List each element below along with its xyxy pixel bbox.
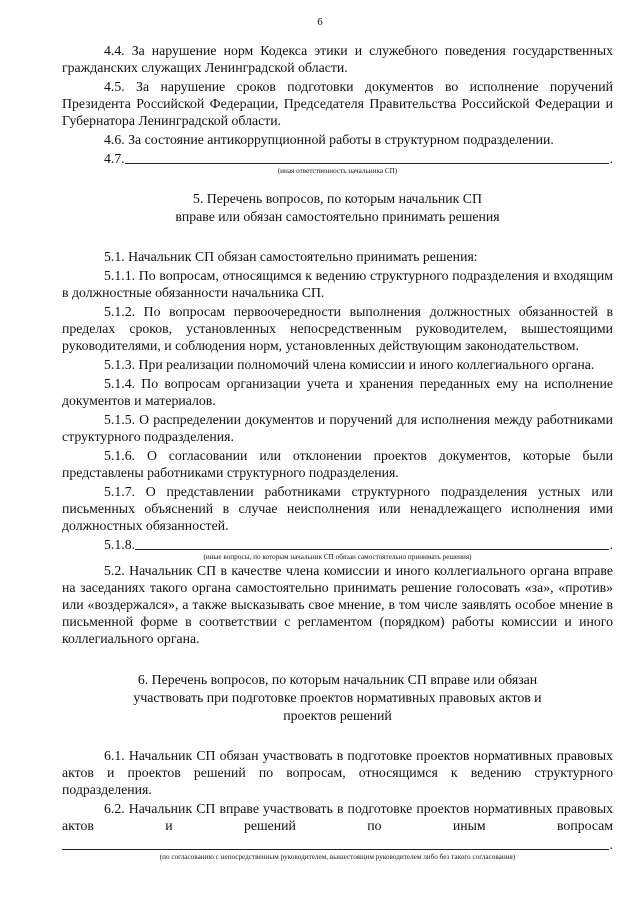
paragraph-5-1-8-end: . <box>609 537 613 552</box>
paragraph-5-1-8-label: 5.1.8. <box>104 537 136 552</box>
paragraph-4-4: 4.4. За нарушение норм Кодекса этики и служебного поведения государственных гражданских служащих Ленинградской области. <box>62 43 613 75</box>
fill-line <box>62 836 609 850</box>
paragraph-5-1-6: 5.1.6. О согласовании или отклонении проектов документов, которые были представлены работниками структурного подразделения. <box>62 448 613 480</box>
section-5-title-line-1: 5. Перечень вопросов, по которым начальник СП <box>193 191 482 206</box>
paragraph-6-2-fill <box>62 836 613 853</box>
paragraph-4-7-label: 4.7. <box>104 151 125 166</box>
paragraph-5-1-4: 5.1.4. По вопросам организации учета и хранения переданных ему на исполнение документов и материалов. <box>62 376 613 408</box>
paragraph-6-2: 6.2. Начальник СП вправе участвовать в подготовке проектов нормативных правовых актов и решений по иным вопросам <box>62 801 613 833</box>
page-content <box>62 42 613 862</box>
section-6-title-line-2: участвовать при подготовке проектов нормативных правовых актов и <box>133 690 542 705</box>
paragraph-5-1: 5.1. Начальник СП обязан самостоятельно принимать решения: <box>104 249 478 264</box>
note-4-7: (иная ответственность начальника СП) <box>277 167 398 175</box>
paragraph-5-1-5: 5.1.5. О распределении документов и поручений для исполнения между работниками структурного подразделения. <box>62 412 613 444</box>
paragraph-4-5: 4.5. За нарушение сроков подготовки документов во исполнение поручений Президента Российской Федерации, Председателя Правительства Российской Федерации и Губернатора Ленинградской области. <box>62 79 613 128</box>
section-6-title-line-3: проектов решений <box>283 708 392 723</box>
paragraph-5-1-7: 5.1.7. О представлении работниками структурного подразделения устных или письменных объяснений в случае неисполнения или ненадлежащего исполнения ими должностных обязанностей. <box>62 484 613 533</box>
fill-line <box>135 536 609 550</box>
paragraph-5-1-3: 5.1.3. При реализации полномочий члена комиссии и иного коллегиального органа. <box>104 357 595 372</box>
paragraph-5-1-2: 5.1.2. По вопросам первоочередности выполнения должностных обязанностей в пределах сроков, установленных непосредственным руководителем, вышестоящими руководителями, и соблюдения норм, установленных действующим законодательством. <box>62 304 613 353</box>
paragraph-4-6: 4.6. За состояние антикоррупционной работы в структурном подразделении. <box>104 132 554 147</box>
note-5-1-8: (иные вопросы, по которым начальник СП обязан самостоятельно принимать решения) <box>203 553 472 561</box>
note-6-2: (по согласованию с непосредственным руководителем, вышестоящим руководителем либо без такого согласования) <box>159 853 516 861</box>
section-5-title-line-2: вправе или обязан самостоятельно принимать решения <box>175 209 500 224</box>
paragraph-6-2-end: . <box>609 837 613 852</box>
paragraph-5-2: 5.2. Начальник СП в качестве члена комиссии и иного коллегиального органа вправе на заседаниях такого органа самостоятельно принимать решение голосовать «за», «против» или «воздержался», а также высказывать свое мнение, в том числе заявлять особое мнение в письменной форме в соответствии с регламентом (порядком) работы комиссии и иного коллегиального органа. <box>62 563 613 646</box>
paragraph-4-7 <box>62 150 613 167</box>
page-number: 6 <box>317 16 323 28</box>
fill-line <box>125 150 609 164</box>
paragraph-6-1: 6.1. Начальник СП обязан участвовать в подготовке проектов нормативных правовых актов и проектов решений по вопросам, относящимся к ведению структурного подразделения. <box>62 748 613 797</box>
paragraph-4-7-end: . <box>609 151 613 166</box>
paragraph-5-1-1: 5.1.1. По вопросам, относящимся к ведению структурного подразделения и входящим в должностные обязанности начальника СП. <box>62 268 613 300</box>
section-6-title-line-1: 6. Перечень вопросов, по которым начальник СП вправе или обязан <box>137 672 538 687</box>
paragraph-5-1-8 <box>62 536 613 553</box>
